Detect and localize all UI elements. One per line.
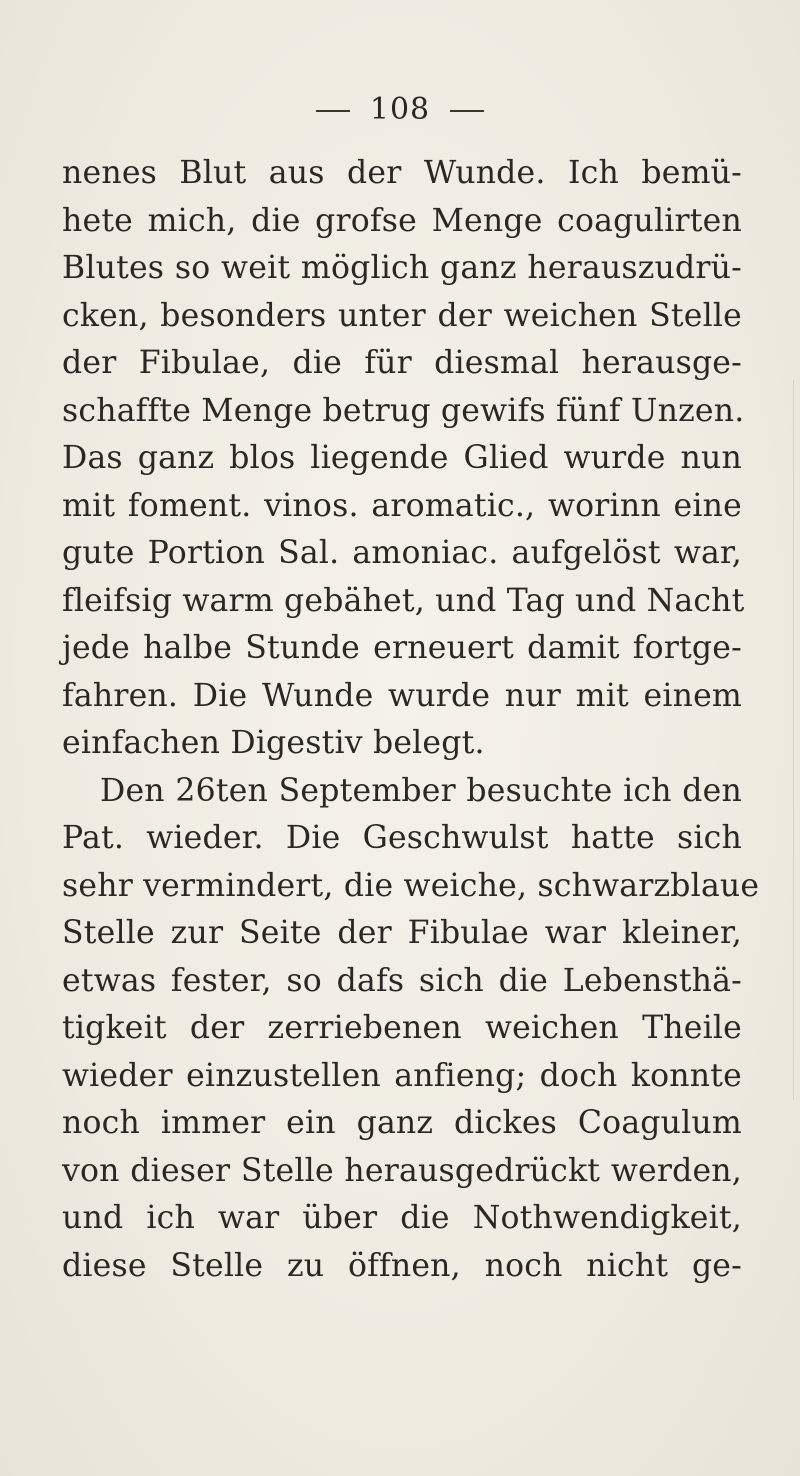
text-line: der Fibulae, die für diesmal herausge-	[62, 345, 742, 381]
text-line: tigkeit der zerriebenen weichen Theile	[62, 1010, 742, 1046]
text-line: fahren. Die Wunde wurde nur mit einem	[62, 677, 742, 714]
text-line: hete mich, die grofse Menge coagulirten	[62, 202, 742, 239]
text-line: und ich war über die Nothwendigkeit,	[62, 1200, 742, 1236]
text-line-paragraph-start: Den 26ten September besuchte ich den	[100, 772, 742, 809]
text-line: Stelle zur Seite der Fibulae war kleiner,	[62, 915, 742, 951]
page-number: 108	[369, 92, 431, 127]
text-line-paragraph-end: einfachen Digestiv belegt.	[62, 725, 485, 761]
header-dash-right	[450, 110, 484, 112]
text-line: cken, besonders unter der weichen Stelle	[62, 297, 742, 334]
text-line: schaffte Menge betrug gewifs fünf Unzen.	[62, 392, 745, 429]
text-line: sehr vermindert, die weiche, schwarzblaue	[62, 867, 760, 904]
text-line: Pat. wieder. Die Geschwulst hatte sich	[62, 820, 742, 856]
text-line: jede halbe Stunde erneuert damit fortge-	[62, 630, 742, 666]
text-line: gute Portion Sal. amoniac. aufgelöst war,	[62, 535, 742, 571]
text-line: diese Stelle zu öffnen, noch nicht ge-	[62, 1247, 742, 1284]
text-line: wieder einzustellen anfieng; doch konnte	[62, 1057, 742, 1094]
text-line: etwas fester, so dafs sich die Lebensthä-	[62, 962, 742, 999]
text-line: mit foment. vinos. aromatic., worinn eine	[62, 487, 742, 524]
text-line: von dieser Stelle herausgedrückt werden,	[62, 1152, 742, 1189]
text-line: Blutes so weit möglich ganz herauszudrü-	[62, 250, 742, 286]
page-edge-shadow	[793, 380, 794, 1100]
header-dash-left	[316, 110, 350, 112]
page-header	[0, 92, 800, 127]
body-text	[62, 150, 760, 1290]
text-line: nenes Blut aus der Wunde. Ich bemü-	[62, 155, 742, 191]
text-line: Das ganz blos liegende Glied wurde nun	[62, 440, 742, 476]
text-line: fleifsig warm gebähet, und Tag und Nacht	[62, 582, 745, 619]
text-line: noch immer ein ganz dickes Coagulum	[62, 1105, 742, 1141]
